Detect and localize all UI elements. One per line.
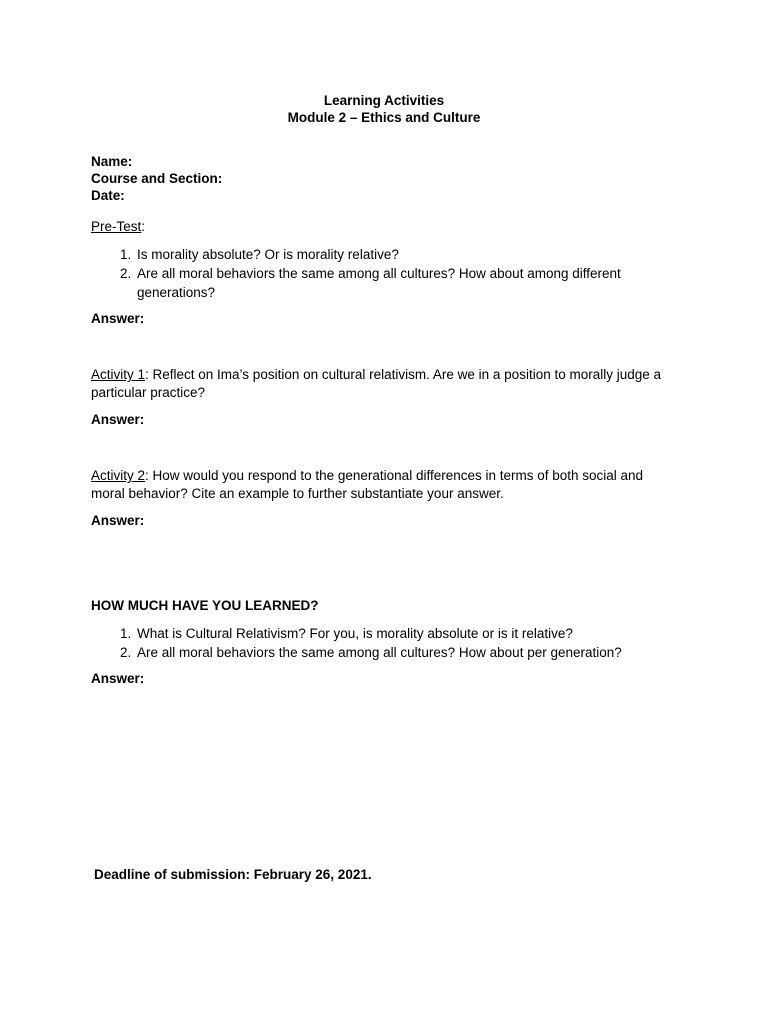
- pretest-heading: [91, 218, 691, 236]
- activity2-text: : How would you respond to the generational differences in terms of both social and moral behavior? Cite an example to further substantiate your answer.: [91, 468, 644, 501]
- document-title: Learning Activities: [323, 93, 445, 108]
- learned-list: [91, 624, 691, 662]
- pretest-list-container: [91, 245, 651, 302]
- activity2-prompt: [91, 467, 671, 503]
- learned-list-container: [91, 624, 691, 662]
- student-info: [91, 153, 691, 204]
- list-item: 2. Are all moral behaviors the same among all cultures? How about among different generations?: [135, 264, 651, 302]
- list-item: 2. Are all moral behaviors the same among all cultures? How about per generation?: [135, 643, 691, 662]
- pretest-label: Pre-Test: [91, 219, 142, 234]
- activity1-label: Activity 1: [91, 367, 146, 382]
- document-header: [0, 92, 768, 126]
- list-item: 1. What is Cultural Relativism? For you, is morality absolute or is it relative?: [135, 624, 691, 643]
- activity1-prompt: [91, 366, 691, 402]
- pretest-list: [91, 245, 651, 302]
- learned-answer-label: Answer:: [91, 671, 145, 686]
- course-section-label: Course and Section:: [91, 171, 223, 186]
- date-label: Date:: [91, 188, 125, 203]
- document-subtitle: Module 2 – Ethics and Culture: [287, 110, 481, 125]
- name-label: Name:: [91, 154, 133, 169]
- activity1-text: : Reflect on Ima’s position on cultural relativism. Are we in a position to morally judge a particular practice?: [91, 367, 662, 400]
- pretest-colon: :: [141, 219, 146, 234]
- list-item: 1. Is morality absolute? Or is morality relative?: [135, 245, 651, 264]
- learned-heading: HOW MUCH HAVE YOU LEARNED?: [91, 598, 319, 613]
- activity2-answer-label: Answer:: [91, 513, 145, 528]
- pretest-answer-label: Answer:: [91, 311, 145, 326]
- activity1-answer-label: Answer:: [91, 412, 145, 427]
- submission-deadline: Deadline of submission: February 26, 2021.: [94, 867, 372, 882]
- activity2-label: Activity 2: [91, 468, 146, 483]
